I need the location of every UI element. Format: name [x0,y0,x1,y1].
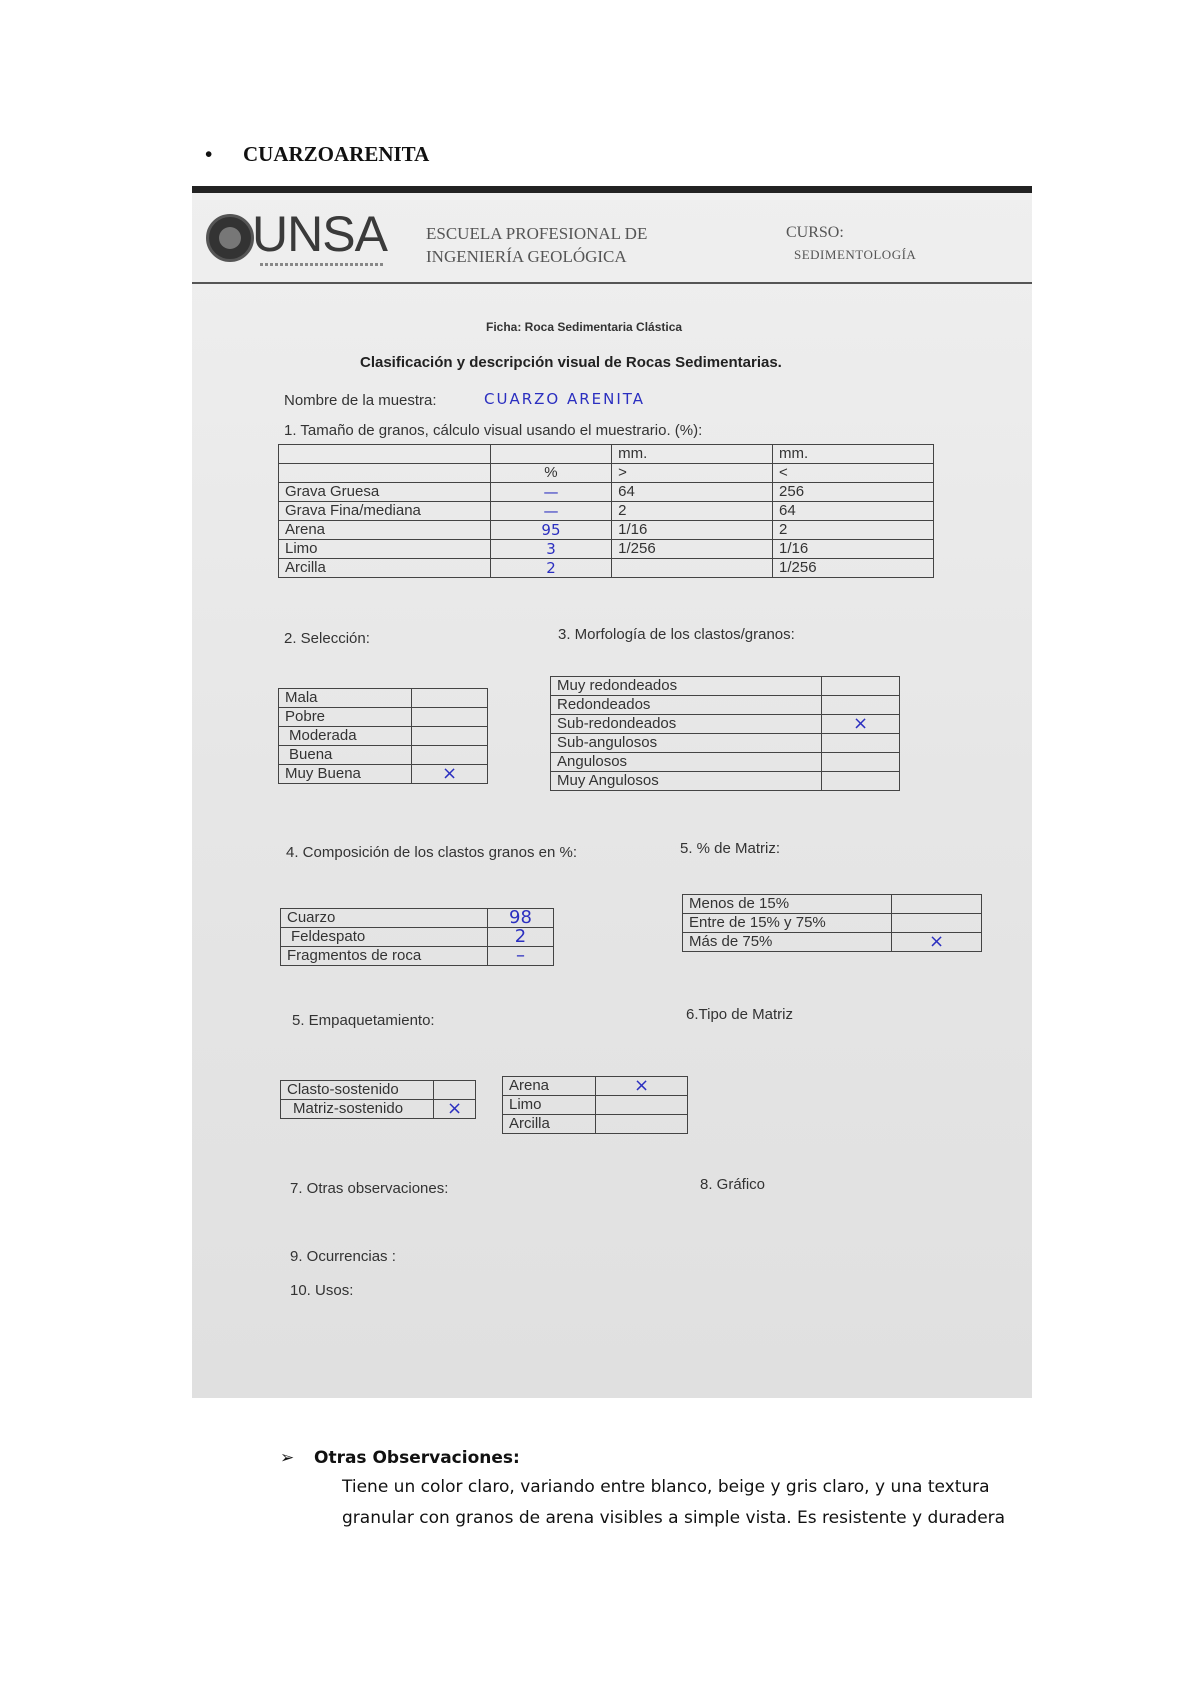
section-3-label: 3. Morfología de los clastos/granos: [558,626,795,643]
school-line-2: INGENIERÍA GEOLÓGICA [426,247,627,266]
observaciones-text: Tiene un color claro, variando entre blanco, beige y gris claro, y una textura granular con granos de arena visibles a simple vista. Es resistente y duradera [342,1477,1006,1528]
table-row: Muy Angulosos [551,772,900,791]
observaciones-title [280,1448,1060,1468]
section-5-label: 5. % de Matriz: [680,840,781,857]
table-row: Feldespato 2 [281,928,554,947]
section-7-label: 7. Otras observaciones: [290,1180,449,1197]
form-photo [192,186,1032,1398]
logo-subline [260,263,384,266]
table-row: Muy Buena × [279,765,488,784]
table-row: Matriz-sostenido × [281,1100,476,1119]
table-row: Angulosos [551,753,900,772]
course-value: SEDIMENTOLOGÍA [794,247,917,262]
grain-size-table [278,444,934,578]
header-pct: % [490,464,611,483]
table-row: Arena 95 1/16 2 [279,521,934,540]
section-1-label: 1. Tamaño de granos, cálculo visual usando el muestrario. (%): [284,422,703,439]
table-row: Redondeados [551,696,900,715]
heading-text: CUARZOARENITA [243,142,430,166]
table-row: Sub-angulosos [551,734,900,753]
table-row: Más de 75% × [683,933,982,952]
school-line-1: ESCUELA PROFESIONAL DE [426,224,648,243]
section-6-label: 6.Tipo de Matriz [686,1006,793,1023]
seleccion-table [278,688,488,784]
table-row: Pobre [279,708,488,727]
section-10-label: 10. Usos: [290,1282,354,1299]
table-row: Mala [279,689,488,708]
section-2-label: 2. Selección: [284,630,370,647]
bullet: • [205,142,213,166]
section-9-label: 9. Ocurrencias : [290,1248,396,1265]
header-divider [192,282,1032,284]
composicion-table [280,908,554,966]
table-row: Arcilla [503,1115,688,1134]
university-seal-icon [206,214,254,262]
observaciones-section [280,1448,1060,1534]
table-row: Grava Fina/mediana — 2 64 [279,502,934,521]
section-heading [205,142,429,167]
table-row: Grava Gruesa — 64 256 [279,483,934,502]
course [786,222,916,266]
unsa-logo [206,206,387,266]
table-row: Entre de 15% y 75% [683,914,982,933]
form-title: Clasificación y descripción visual de Rocas Sedimentarias. [360,354,782,371]
table-row: Clasto-sostenido [281,1081,476,1100]
header-gt: > [612,464,773,483]
ficha-label: Ficha: Roca Sedimentaria Clástica [486,320,683,334]
arrow-bullet-icon: ➢ [280,1448,295,1468]
muestra-value: CUARZO ARENITA [484,390,646,408]
table-row: Menos de 15% [683,895,982,914]
table-row: Buena [279,746,488,765]
muestra-label: Nombre de la muestra: [284,392,437,409]
morfologia-table [550,676,900,791]
table-row: Moderada [279,727,488,746]
table-row: Arena × [503,1077,688,1096]
table-row: Limo [503,1096,688,1115]
section-8-label: 8. Gráfico [700,1176,766,1193]
section-5b-label: 5. Empaquetamiento: [292,1012,435,1029]
table-row: Fragmentos de roca – [281,947,554,966]
table-row: Sub-redondeados × [551,715,900,734]
header-mm-2: mm. [773,445,934,464]
school-name [426,222,647,268]
table-row [279,445,934,464]
table-row [279,464,934,483]
table-row: Arcilla 2 1/256 [279,559,934,578]
header-bar [192,186,1032,193]
tipo-matriz-table [502,1076,688,1134]
course-label: CURSO: [786,224,844,241]
observaciones-heading: Otras Observaciones: [314,1448,520,1468]
header-lt: < [773,464,934,483]
table-row: Muy redondeados [551,677,900,696]
section-4-label: 4. Composición de los clastos granos en %: [286,844,577,861]
table-row: Limo 3 1/256 1/16 [279,540,934,559]
matriz-pct-table [682,894,982,952]
empaquetamiento-table [280,1080,476,1119]
logo-text: UNSA [252,206,387,262]
header-mm-1: mm. [612,445,773,464]
table-row: Cuarzo 98 [281,909,554,928]
